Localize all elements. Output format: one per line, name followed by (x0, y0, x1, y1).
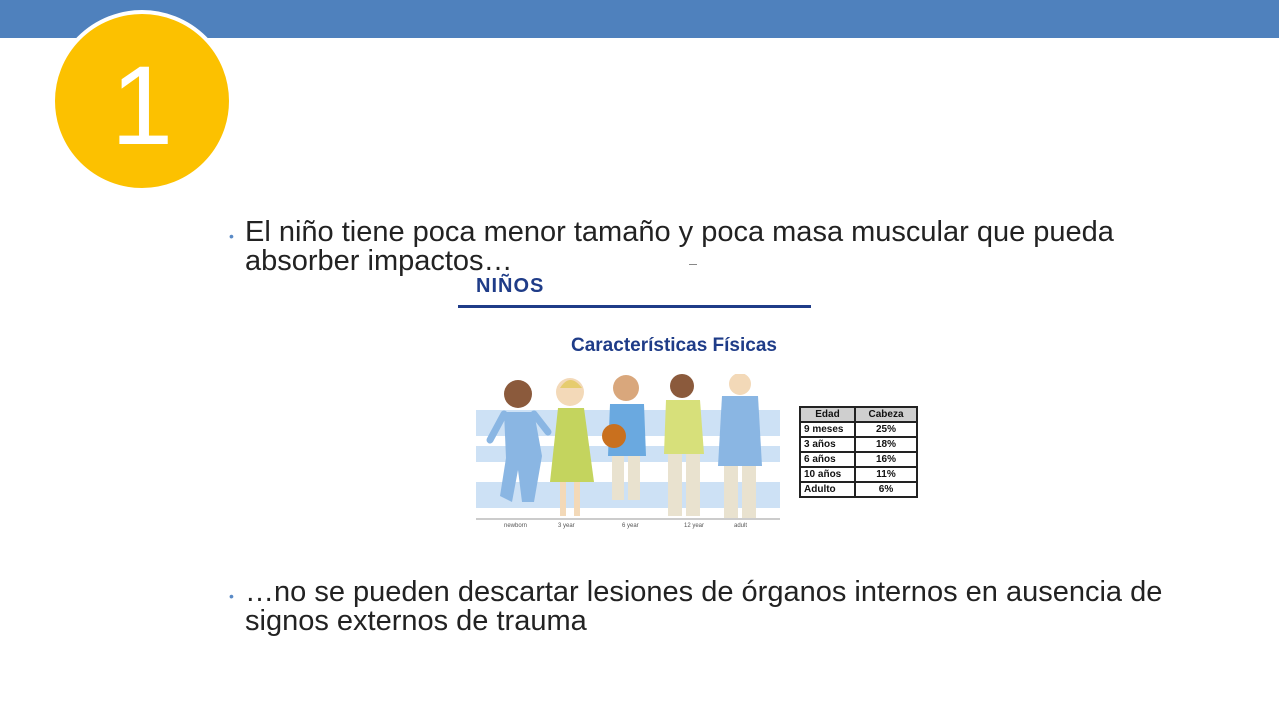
table-cell: 16% (855, 452, 917, 467)
age-label: 3 year (558, 523, 575, 529)
figure-subtitle: Características Físicas (571, 335, 777, 356)
figure-heading: NIÑOS (476, 275, 545, 297)
age-label: adult (734, 523, 748, 529)
table-cell: 10 años (800, 467, 855, 482)
heading-underline (458, 305, 811, 308)
bullet-dot-icon: • (229, 228, 234, 244)
table-row (800, 467, 917, 482)
table-header: Cabeza (855, 407, 917, 422)
table-cell: 9 meses (800, 422, 855, 437)
head-proportion-table (799, 406, 918, 498)
bullet-dot-icon: • (229, 588, 234, 604)
age-label: newborn (504, 523, 528, 529)
table-cell: Adulto (800, 482, 855, 497)
divider (689, 264, 697, 265)
table-cell: 6% (855, 482, 917, 497)
age-label: 6 year (622, 523, 639, 529)
children-growth-illustration (476, 374, 780, 522)
table-cell: 18% (855, 437, 917, 452)
bullet-text: …no se pueden descartar lesiones de órganos internos en ausencia de signos externos de trauma (245, 576, 1163, 637)
table-cell: 11% (855, 467, 917, 482)
slide-number-badge (51, 10, 233, 192)
bullet-text: El niño tiene poca menor tamaño y poca masa muscular que pueda absorber impactos… (245, 216, 1114, 277)
table-header: Edad (800, 407, 855, 422)
table-header-row (800, 407, 917, 422)
age-labels (476, 523, 780, 535)
table-row (800, 452, 917, 467)
bullet-item (229, 218, 1175, 276)
slide-number: 1 (110, 43, 174, 168)
table-row (800, 437, 917, 452)
bullet-item (229, 578, 1175, 636)
table-cell: 3 años (800, 437, 855, 452)
table-row (800, 422, 917, 437)
table-row (800, 482, 917, 497)
table-cell: 25% (855, 422, 917, 437)
age-label: 12 year (684, 523, 705, 529)
table-cell: 6 años (800, 452, 855, 467)
